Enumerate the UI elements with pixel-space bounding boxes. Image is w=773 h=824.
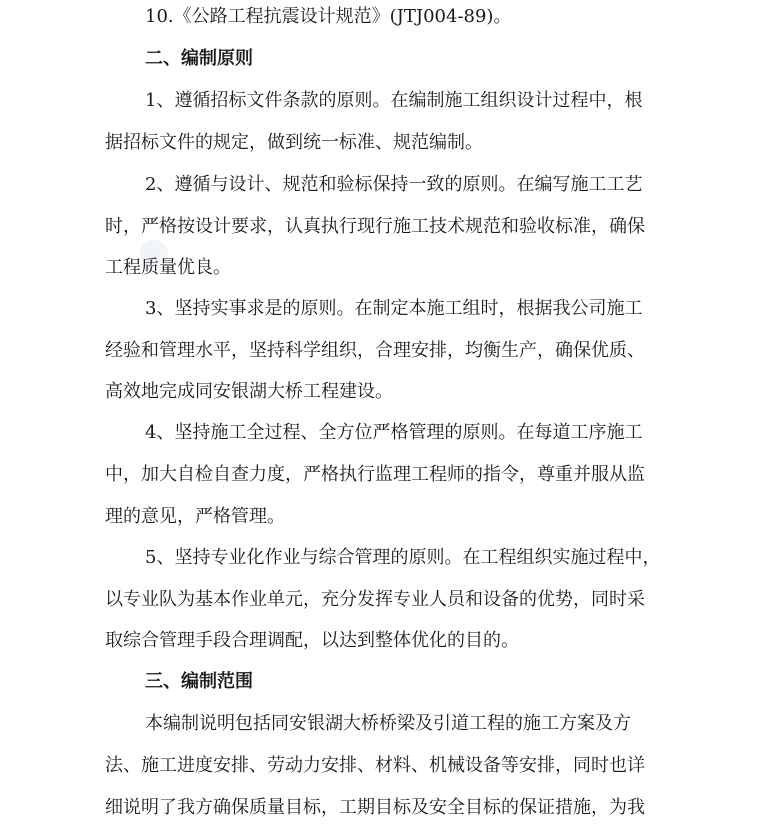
paragraph-line: 高效地完成同安银湖大桥工程建设。 (105, 381, 393, 402)
paragraph-line: 细说明了我方确保质量目标，工期目标及安全目标的保证措施，为我 (105, 797, 645, 818)
paragraph-line: 经验和管理水平，坚持科学组织，合理安排，均衡生产，确保优质、 (105, 340, 645, 361)
reference-item-10: 10.《公路工程抗震设计规范》(JTJ004-89)。 (145, 6, 512, 27)
paragraph-line: 本编制说明包括同安银湖大桥桥梁及引道工程的施工方案及方 (145, 713, 631, 734)
paragraph-line: 3、坚持实事求是的原则。在制定本施工组时，根据我公司施工 (145, 298, 643, 319)
paragraph-line: 以专业队为基本作业单元，充分发挥专业人员和设备的优势，同时采 (105, 589, 645, 610)
paragraph-line: 据招标文件的规定，做到统一标准、规范编制。 (105, 132, 483, 153)
paragraph-line: 理的意见，严格管理。 (105, 506, 285, 527)
paragraph-line: 2、遵循与设计、规范和验标保持一致的原则。在编写施工工艺 (145, 174, 643, 195)
paragraph-line: 工程质量优良。 (105, 257, 231, 278)
section-heading-scope: 三、编制范围 (145, 671, 253, 692)
paragraph-line: 4、坚持施工全过程、全方位严格管理的原则。在每道工序施工 (145, 422, 643, 443)
section-heading-principles: 二、编制原则 (145, 48, 253, 69)
paragraph-line: 取综合管理手段合理调配，以达到整体优化的目的。 (105, 630, 519, 651)
paragraph-line: 5、坚持专业化作业与综合管理的原则。在工程组织实施过程中， (145, 547, 661, 568)
paragraph-line: 时，严格按设计要求，认真执行现行施工技术规范和验收标准，确保 (105, 216, 645, 237)
paragraph-line: 法、施工进度安排、劳动力安排、材料、机械设备等安排，同时也详 (105, 755, 645, 776)
paragraph-line: 1、遵循招标文件条款的原则。在编制施工组织设计过程中，根 (145, 90, 643, 111)
paragraph-line: 中，加大自检自查力度，严格执行监理工程师的指令，尊重并服从监 (105, 464, 645, 485)
